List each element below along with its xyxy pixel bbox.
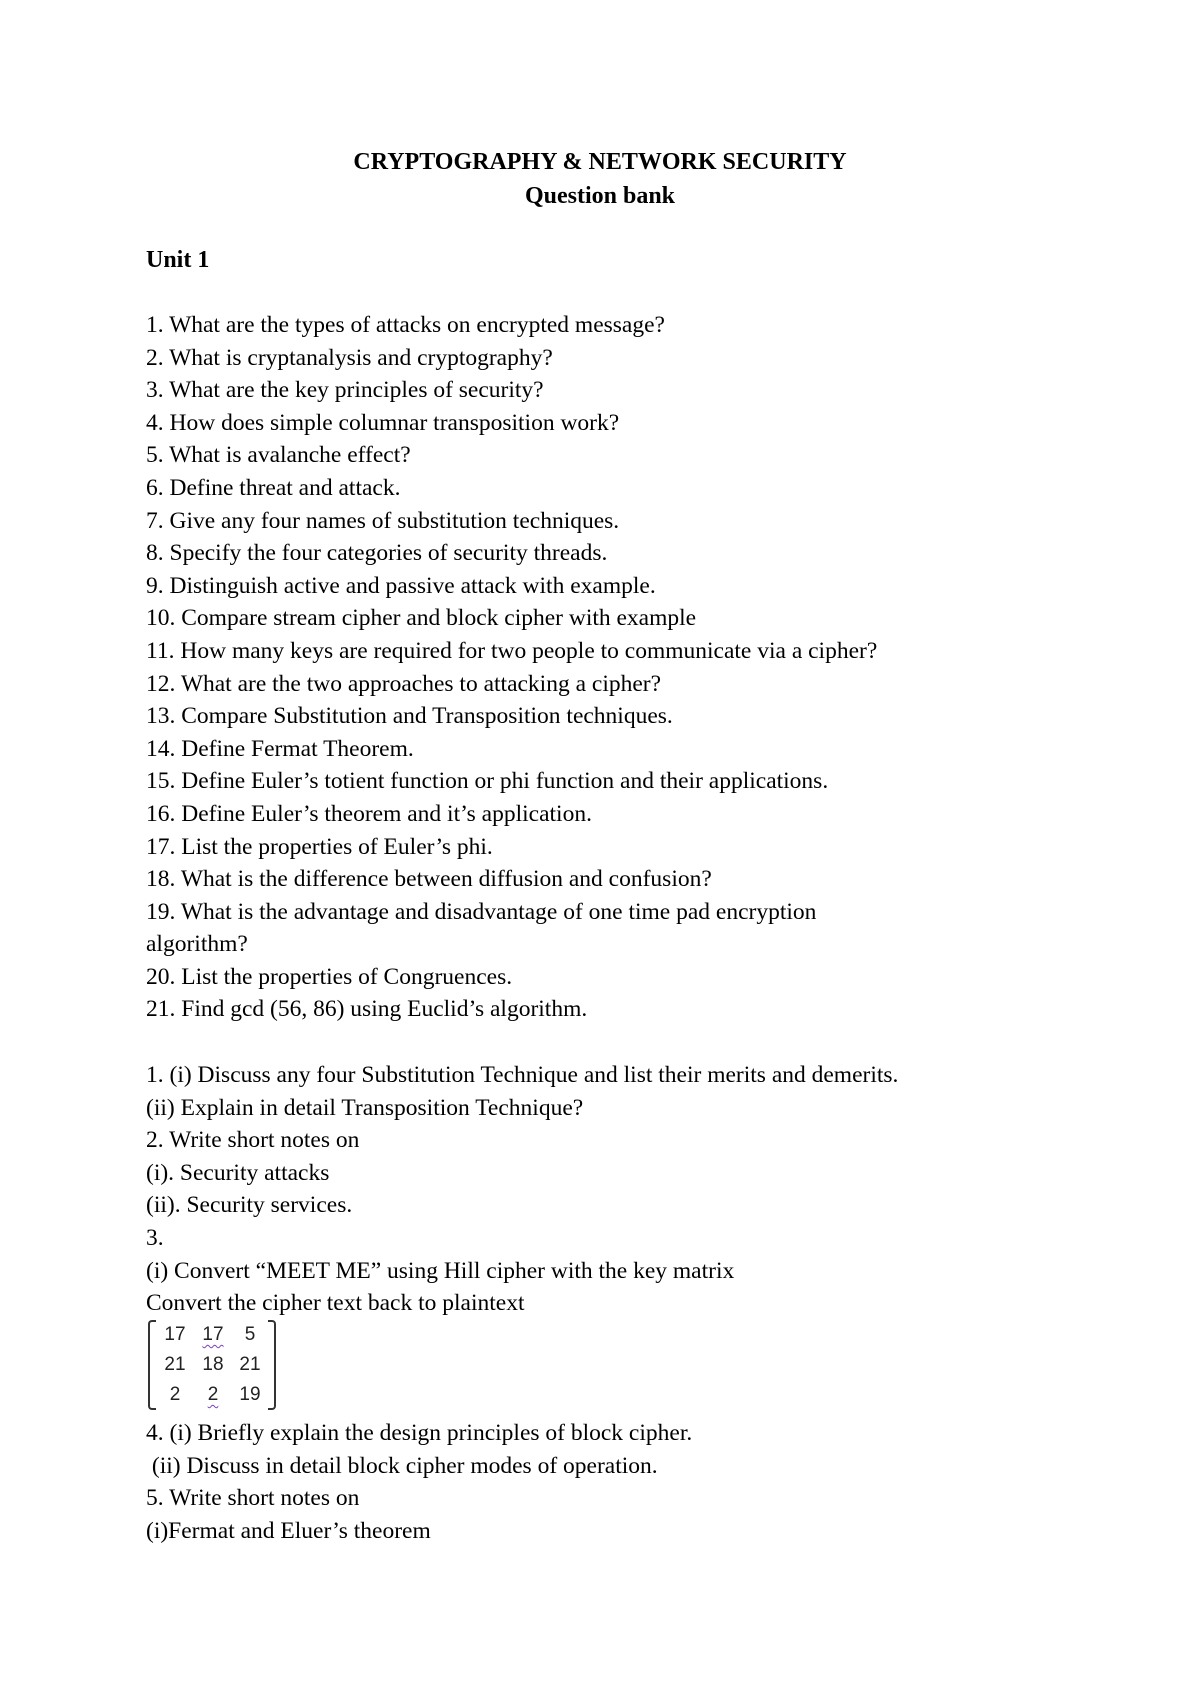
question-line: (i). Security attacks [146,1159,330,1186]
question-line: 12. What are the two approaches to attacking a cipher? [146,670,662,697]
question-line: (ii). Security services. [146,1192,353,1219]
question-line: 20. List the properties of Congruences. [146,963,513,990]
question-line: (i)Fermat and Eluer’s theorem [146,1517,431,1544]
document-title: CRYPTOGRAPHY & NETWORK SECURITY [353,149,847,175]
matrix-left-bracket [148,1320,156,1410]
question-line: 17. List the properties of Euler’s phi. [146,833,493,860]
matrix-cell: 21 [239,1354,261,1375]
question-line: 2. Write short notes on [146,1127,360,1154]
question-line: 14. Define Fermat Theorem. [146,735,414,762]
matrix-cell: 18 [202,1354,224,1375]
question-line: 19. What is the advantage and disadvantage of one time pad encryption [146,898,817,925]
question-line: 9. Distinguish active and passive attack with example. [146,572,656,599]
question-line: 6. Define threat and attack. [146,474,401,501]
question-line: 2. What is cryptanalysis and cryptography? [146,344,553,371]
question-line: 3. What are the key principles of security? [146,377,544,404]
question-line: 3. [146,1224,164,1251]
matrix-cell: 19 [239,1384,261,1405]
question-line: 10. Compare stream cipher and block cipher with example [146,605,697,632]
question-line: (ii) Discuss in detail block cipher modes of operation. [146,1452,658,1479]
document-subtitle: Question bank [524,183,676,209]
question-line: 15. Define Euler’s totient function or phi function and their applications. [146,768,829,795]
question-line: 4. How does simple columnar transposition work? [146,409,620,436]
matrix-grid [156,1320,268,1410]
long-questions-list-continued [146,1417,1106,1547]
question-line: 1. What are the types of attacks on encrypted message? [146,312,665,338]
question-line: 7. Give any four names of substitution techniques. [146,507,620,534]
matrix-right-bracket [268,1320,276,1410]
question-line: 18. What is the difference between diffusion and confusion? [146,866,712,893]
matrix-cell: 21 [164,1354,186,1375]
matrix-cell: 5 [244,1324,256,1345]
short-questions-list [146,309,1106,1026]
question-line: algorithm? [146,931,248,958]
question-line: 16. Define Euler’s theorem and it’s application. [146,800,592,827]
long-questions-list [146,1059,1106,1320]
question-line: 11. How many keys are required for two people to communicate via a cipher? [146,637,878,664]
question-line: 21. Find gcd (56, 86) using Euclid’s algorithm. [146,996,588,1023]
question-line: 8. Specify the four categories of security threads. [146,540,608,567]
matrix-cell: 2 [169,1384,181,1405]
question-line: 1. (i) Discuss any four Substitution Technique and list their merits and demerits. [146,1062,899,1088]
key-matrix [148,1320,276,1412]
matrix-cell: 17 [202,1324,224,1345]
matrix-cell: 17 [164,1324,186,1345]
question-line: (i) Convert “MEET ME” using Hill cipher with the key matrix [146,1257,735,1284]
question-line: (ii) Explain in detail Transposition Technique? [146,1094,584,1121]
matrix-cell: 2 [207,1384,219,1405]
question-line: 5. What is avalanche effect? [146,442,411,469]
question-line: 13. Compare Substitution and Transposition techniques. [146,703,673,730]
unit-heading: Unit 1 [146,247,210,273]
question-line: Convert the cipher text back to plaintext [146,1290,525,1317]
question-line: 4. (i) Briefly explain the design principles of block cipher. [146,1420,693,1446]
question-line: 5. Write short notes on [146,1485,360,1512]
